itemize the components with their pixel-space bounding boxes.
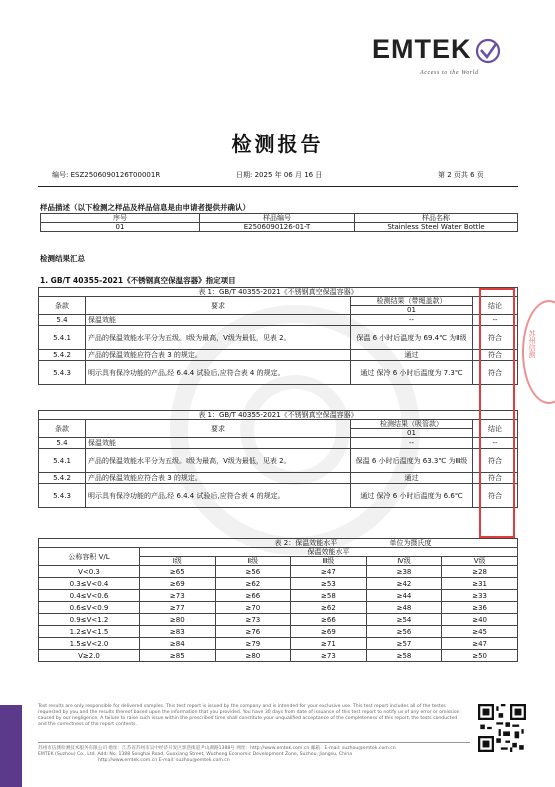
table-cell: 0.9≤V<1.2 — [39, 614, 140, 626]
table-row — [39, 602, 518, 614]
result-table-2 — [38, 410, 518, 508]
standard-heading: 1. GB/T 40355-2021《不锈钢真空保温容器》指定项目 — [40, 276, 236, 285]
table-row: 5.4.2 — [39, 473, 86, 484]
level-header: Ⅱ级 — [215, 557, 291, 566]
table-cell: ≥84 — [140, 638, 216, 650]
table-cell: 0.3≤V<0.4 — [39, 578, 140, 590]
table-cell: 0.4≤V<0.6 — [39, 590, 140, 602]
table-row — [39, 614, 518, 626]
table-cell: ≥65 — [140, 566, 216, 578]
table-cell: ≥73 — [215, 614, 291, 626]
footer-disclaimer — [38, 704, 460, 728]
table-cell: ≥31 — [442, 578, 518, 590]
table-cell: 符合 — [473, 361, 518, 385]
table-cell: ≥57 — [366, 638, 442, 650]
table-cell: ≥56 — [215, 566, 291, 578]
table-row — [39, 566, 518, 578]
table-cell: ≥33 — [442, 590, 518, 602]
table-cell: 通过 保冷 6 小时后温度为 7.3℃ — [351, 361, 473, 385]
level-header: Ⅲ级 — [291, 557, 367, 566]
table1-col-result: 检测结果（带绳盖款） — [351, 297, 473, 306]
table-cell: ≥77 — [140, 602, 216, 614]
table-cell: ≥73 — [291, 650, 367, 662]
table-cell: 产品的保温效能水平分为五级。Ⅰ级为最高，Ⅴ级为最低，见表 2。 — [86, 326, 351, 350]
table-cell: ≥69 — [140, 578, 216, 590]
table1b-col-sample: 01 — [351, 429, 473, 438]
page-number: 第 2 页共 6 页 — [438, 171, 484, 179]
logo-check-icon — [475, 38, 501, 64]
table-cell: ≥44 — [366, 590, 442, 602]
sample-index: 01 — [41, 223, 200, 232]
level-header: Ⅴ级 — [442, 557, 518, 566]
table-cell: ≥66 — [215, 590, 291, 602]
address-en: EMTEK (Suzhou) Co., Ltd. Add: No. 1388 Songhai Road, Guoxiang Street, Wuzhong Economic Development Zone, Suzhou, Jiangsu, China — [38, 751, 353, 757]
table-cell: -- — [473, 438, 518, 449]
table-cell: V<0.3 — [39, 566, 140, 578]
table-row — [39, 638, 518, 650]
table2-caption: 表 2：保温效能水平 — [274, 539, 338, 547]
disclaimer-line: requested by you and the results thereof based upon the information that you provided. You have 30 days from date of issuance of this test report to notify us of any error or omission — [38, 709, 460, 715]
table-row: 5.4.2 — [39, 350, 86, 361]
table-cell: 符合 — [473, 350, 518, 361]
table-cell: 1.2≤V<1.5 — [39, 626, 140, 638]
table-cell: ≥66 — [291, 614, 367, 626]
table-row — [39, 626, 518, 638]
table-cell: ≥28 — [442, 566, 518, 578]
table-cell: ≥58 — [291, 590, 367, 602]
table-cell: 产品的保温效能应符合表 3 的规定。 — [86, 350, 351, 361]
table-row — [39, 590, 518, 602]
table-cell: 明示具有保冷功能的产品,经 6.4.4 试验后,应符合表 4 的规定。 — [86, 361, 351, 385]
table-cell: 明示具有保冷功能的产品,经 6.4.4 试验后,应符合表 4 的规定。 — [86, 484, 351, 508]
table-cell: ≥42 — [366, 578, 442, 590]
sample-id: E2506090126-01-T — [200, 223, 355, 232]
table-row: 5.4 — [39, 438, 86, 449]
table-cell: -- — [351, 315, 473, 326]
level-header: Ⅰ级 — [140, 557, 216, 566]
table-cell: ≥76 — [215, 626, 291, 638]
table-cell: ≥47 — [291, 566, 367, 578]
summary-heading: 检测结果汇总 — [40, 254, 85, 263]
page-title: 检测报告 — [231, 132, 324, 156]
table-cell: 保温 6 小时后温度为 69.4℃ 为Ⅱ级 — [351, 326, 473, 350]
table1b-col-clause: 条款 — [39, 420, 86, 438]
result-table-1 — [38, 287, 518, 385]
table-cell: ≥80 — [140, 614, 216, 626]
table-cell: 产品的保温效能应符合表 3 的规定。 — [86, 473, 351, 484]
table-cell: 0.6≤V<0.9 — [39, 602, 140, 614]
table-cell: 保温效能 — [86, 315, 351, 326]
table-row: 5.4.1 — [39, 326, 86, 350]
table-cell: ≥56 — [366, 626, 442, 638]
table-cell: 符合 — [473, 326, 518, 350]
table-cell: 通过 — [351, 350, 473, 361]
sample-col-name: 样品名称 — [355, 214, 518, 223]
conclusion-highlight-box — [479, 288, 515, 538]
table-cell: ≥79 — [215, 638, 291, 650]
table-cell: 通过 — [351, 473, 473, 484]
table-cell: ≥50 — [442, 650, 518, 662]
table-cell: ≥38 — [366, 566, 442, 578]
report-number: 编号: ESZ2506090126T00001R — [52, 171, 161, 179]
sample-col-index: 序号 — [41, 214, 200, 223]
table-cell: ≥80 — [215, 650, 291, 662]
disclaimer-line: Test results are only responsible for delivered samples. This test report is issued by the company and is intended for your exclusive use. This test report includes all of the testes — [38, 704, 446, 709]
table-row — [39, 650, 518, 662]
table-row — [39, 578, 518, 590]
table-cell: ≥69 — [291, 626, 367, 638]
table1b-col-result: 检测结果（吸管款） — [351, 420, 473, 429]
sample-heading: 样品描述（以下检测之样品及样品信息是由申请者提供并确认） — [40, 203, 250, 212]
disclaimer-line: and the correctness of the report contents. — [38, 721, 137, 727]
table-cell: -- — [351, 438, 473, 449]
company-logo: EMTEK — [372, 34, 472, 64]
table-cell: ≥40 — [442, 614, 518, 626]
logo-tagline: Access to the World — [420, 70, 479, 76]
seal-text: 苏州信测 — [528, 330, 536, 358]
table2-unit: 单位为摄氏度 — [389, 539, 432, 547]
side-accent-bar — [0, 705, 22, 787]
report-date: 日期: 2025 年 06 月 16 日 — [236, 171, 323, 179]
table-cell: ≥83 — [140, 626, 216, 638]
table1-col-req: 要求 — [86, 297, 351, 315]
table-cell: 符合 — [473, 484, 518, 508]
table-cell: 保温 6 小时后温度为 63.3℃ 为Ⅲ级 — [351, 449, 473, 473]
table-row: 5.4.3 — [39, 361, 86, 385]
table-cell: -- — [473, 315, 518, 326]
table1-col-sample: 01 — [351, 306, 473, 315]
footer-address — [38, 746, 396, 764]
table-cell: ≥47 — [442, 638, 518, 650]
table-cell: ≥53 — [291, 578, 367, 590]
table-cell: ≥62 — [291, 602, 367, 614]
table-cell: ≥54 — [366, 614, 442, 626]
heat-level-table — [38, 538, 518, 662]
table-cell: ≥73 — [140, 590, 216, 602]
disclaimer-line: caused by our negligence. A failure to raise such issue within the prescribed time shall constitute your unqualified acceptance of the completeness of this report, the tests conducted — [38, 715, 458, 721]
table1b-col-req: 要求 — [86, 420, 351, 438]
table-cell: ≥48 — [366, 602, 442, 614]
address-cn: 苏州市信测检测技术服务有限公司 地址：江苏省苏州市吴中经济开发区郭巷街道尹山湖路1388号 网址：http://www.emtek.com.cn 邮箱：E-mail: suzhou@emtek.com.cn — [38, 746, 396, 751]
table-cell: 符合 — [473, 449, 518, 473]
table2-col-level: 保温效能水平 — [140, 548, 518, 557]
table-cell: 通过 保冷 6 小时后温度为 6.6℃ — [351, 484, 473, 508]
sample-col-id: 样品编号 — [200, 214, 355, 223]
table1b-col-concl: 结论 — [473, 420, 518, 438]
table1-col-clause: 条款 — [39, 297, 86, 315]
level-header: Ⅳ级 — [366, 557, 442, 566]
table-cell: ≥62 — [215, 578, 291, 590]
table-row: 5.4.3 — [39, 484, 86, 508]
table-cell: 符合 — [473, 473, 518, 484]
sample-table — [40, 213, 518, 232]
table-cell: ≥85 — [140, 650, 216, 662]
table2-col-volume: 公称容积 V/L — [39, 548, 140, 566]
table-cell: ≥70 — [215, 602, 291, 614]
table-cell: 1.5≤V<2.0 — [39, 638, 140, 650]
web-contact: http://www.emtek.com.cn E-mail: suzhou@emtek.com.cn — [98, 757, 230, 763]
table1-caption: 表 1：GB/T 40355-2021《不锈钢真空保温容器》 — [39, 288, 518, 297]
sample-name: Stainless Steel Water Bottle — [355, 223, 518, 232]
qr-code-icon — [478, 704, 526, 752]
table-cell: ≥58 — [366, 650, 442, 662]
table-row: 5.4 — [39, 315, 86, 326]
table-cell: ≥45 — [442, 626, 518, 638]
table-cell: 产品的保温效能水平分为五级。Ⅰ级为最高，Ⅴ级为最低，见表 2。 — [86, 449, 351, 473]
table-cell: ≥71 — [291, 638, 367, 650]
table-cell: 保温效能 — [86, 438, 351, 449]
table-cell: ≥36 — [442, 602, 518, 614]
table-cell: V≥2.0 — [39, 650, 140, 662]
table1-col-concl: 结论 — [473, 297, 518, 315]
table-row: 5.4.1 — [39, 449, 86, 473]
table1b-caption: 表 1：GB/T 40355-2021《不锈钢真空保温容器》 — [39, 411, 518, 420]
